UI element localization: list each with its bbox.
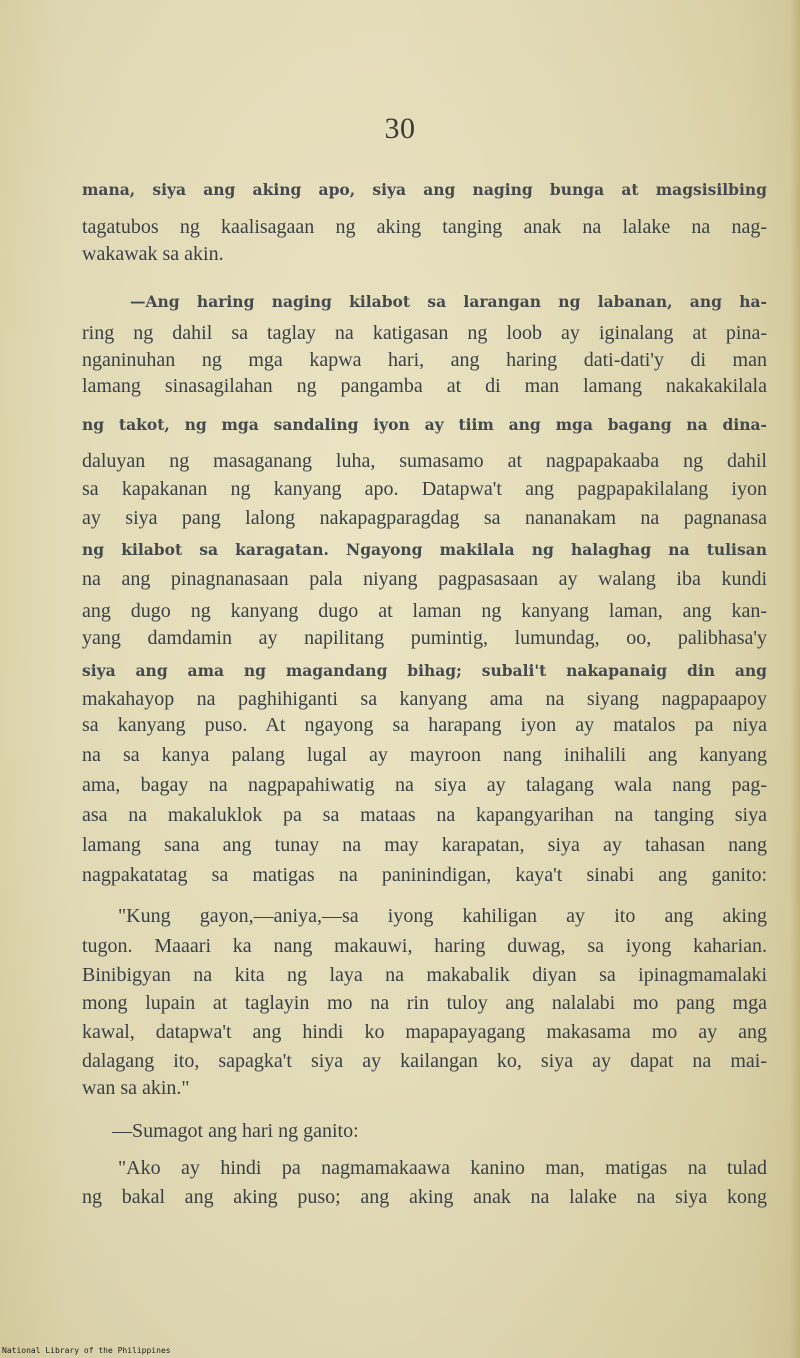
text-line-22: lamang sana ang tunay na may karapatan, siya ay tahasan nang xyxy=(82,834,767,856)
text-line-27: mong lupain at taglayin mo na rin tuloy ang nalalabi mo pang mga xyxy=(82,992,767,1014)
text-line-33: ng bakal ang aking puso; ang aking anak na lalake na siya kong xyxy=(82,1186,767,1208)
text-line-9: daluyan ng masaganang luha, sumasamo at nagpapakaaba ng dahil xyxy=(82,450,767,472)
text-line-17: makahayop na paghihiganti sa kanyang ama na siyang nagpapaapoy xyxy=(82,688,767,710)
text-line-12: ng kilabot sa karagatan. Ngayong makilala ng halaghag na tulisan xyxy=(82,540,767,559)
text-line-4: —Ang haring naging kilabot sa larangan ng labanan, ang ha- xyxy=(130,292,767,311)
text-line-1: mana, siya ang aking apo, siya ang naging bunga at magsisilbing xyxy=(82,180,767,199)
text-line-3: wakawak sa akin. xyxy=(82,243,224,265)
text-line-32: "Ako ay hindi pa nagmamakaawa kanino man, matigas na tulad xyxy=(118,1157,767,1179)
text-line-19: na sa kanya palang lugal ay mayroon nang inihalili ang kanyang xyxy=(82,744,767,766)
text-line-8: ng takot, ng mga sandaling iyon ay tiim ang mga bagang na dina- xyxy=(82,415,767,434)
text-line-20: ama, bagay na nagpapahiwatig na siya ay talagang wala nang pag- xyxy=(82,774,767,796)
text-line-5: ring ng dahil sa taglay na katigasan ng loob ay iginalang at pina- xyxy=(82,322,767,344)
library-footer: National Library of the Philippines xyxy=(2,1346,171,1355)
text-line-15: yang damdamin ay napilitang pumintig, lumundag, oo, palibhasa'y xyxy=(82,627,767,649)
text-line-24: "Kung gayon,—aniya,—sa iyong kahiligan ay ito ang aking xyxy=(118,905,767,927)
page-edge-shadow xyxy=(790,0,800,1358)
text-line-14: ang dugo ng kanyang dugo at laman ng kanyang laman, ang kan- xyxy=(82,600,767,622)
text-line-21: asa na makaluklok pa sa mataas na kapangyarihan na tanging siya xyxy=(82,804,767,826)
text-line-6: nganinuhan ng mga kapwa hari, ang haring dati-dati'y di man xyxy=(82,349,767,371)
text-line-18: sa kanyang puso. At ngayong sa harapang iyon ay matalos pa niya xyxy=(82,714,767,736)
text-line-23: nagpakatatag sa matigas na paninindigan, kaya't sinabi ang ganito: xyxy=(82,864,767,886)
text-line-16: siya ang ama ng magandang bihag; subali't nakapanaig din ang xyxy=(82,661,767,680)
text-line-29: dalagang ito, sapagka't siya ay kailangan ko, siya ay dapat na mai- xyxy=(82,1050,767,1072)
text-line-31: —Sumagot ang hari ng ganito: xyxy=(112,1120,359,1142)
page-number: 30 xyxy=(384,112,416,145)
text-line-10: sa kapakanan ng kanyang apo. Datapwa't ang pagpapakilalang iyon xyxy=(82,478,767,500)
text-line-30: wan sa akin." xyxy=(82,1077,190,1099)
text-line-2: tagatubos ng kaalisagaan ng aking tanging anak na lalake na nag- xyxy=(82,216,767,238)
text-line-11: ay siya pang lalong nakapagparagdag sa nananakam na pagnanasa xyxy=(82,507,767,529)
text-line-13: na ang pinagnanasaan pala niyang pagpasasaan ay walang iba kundi xyxy=(82,568,767,590)
text-line-25: tugon. Maaari ka nang makauwi, haring duwag, sa iyong kaharian. xyxy=(82,935,767,957)
text-line-28: kawal, datapwa't ang hindi ko mapapayagang makasama mo ay ang xyxy=(82,1021,767,1043)
text-line-26: Binibigyan na kita ng laya na makabalik diyan sa ipinagmamalaki xyxy=(82,964,767,986)
text-line-7: lamang sinasagilahan ng pangamba at di man lamang nakakakilala xyxy=(82,375,767,397)
